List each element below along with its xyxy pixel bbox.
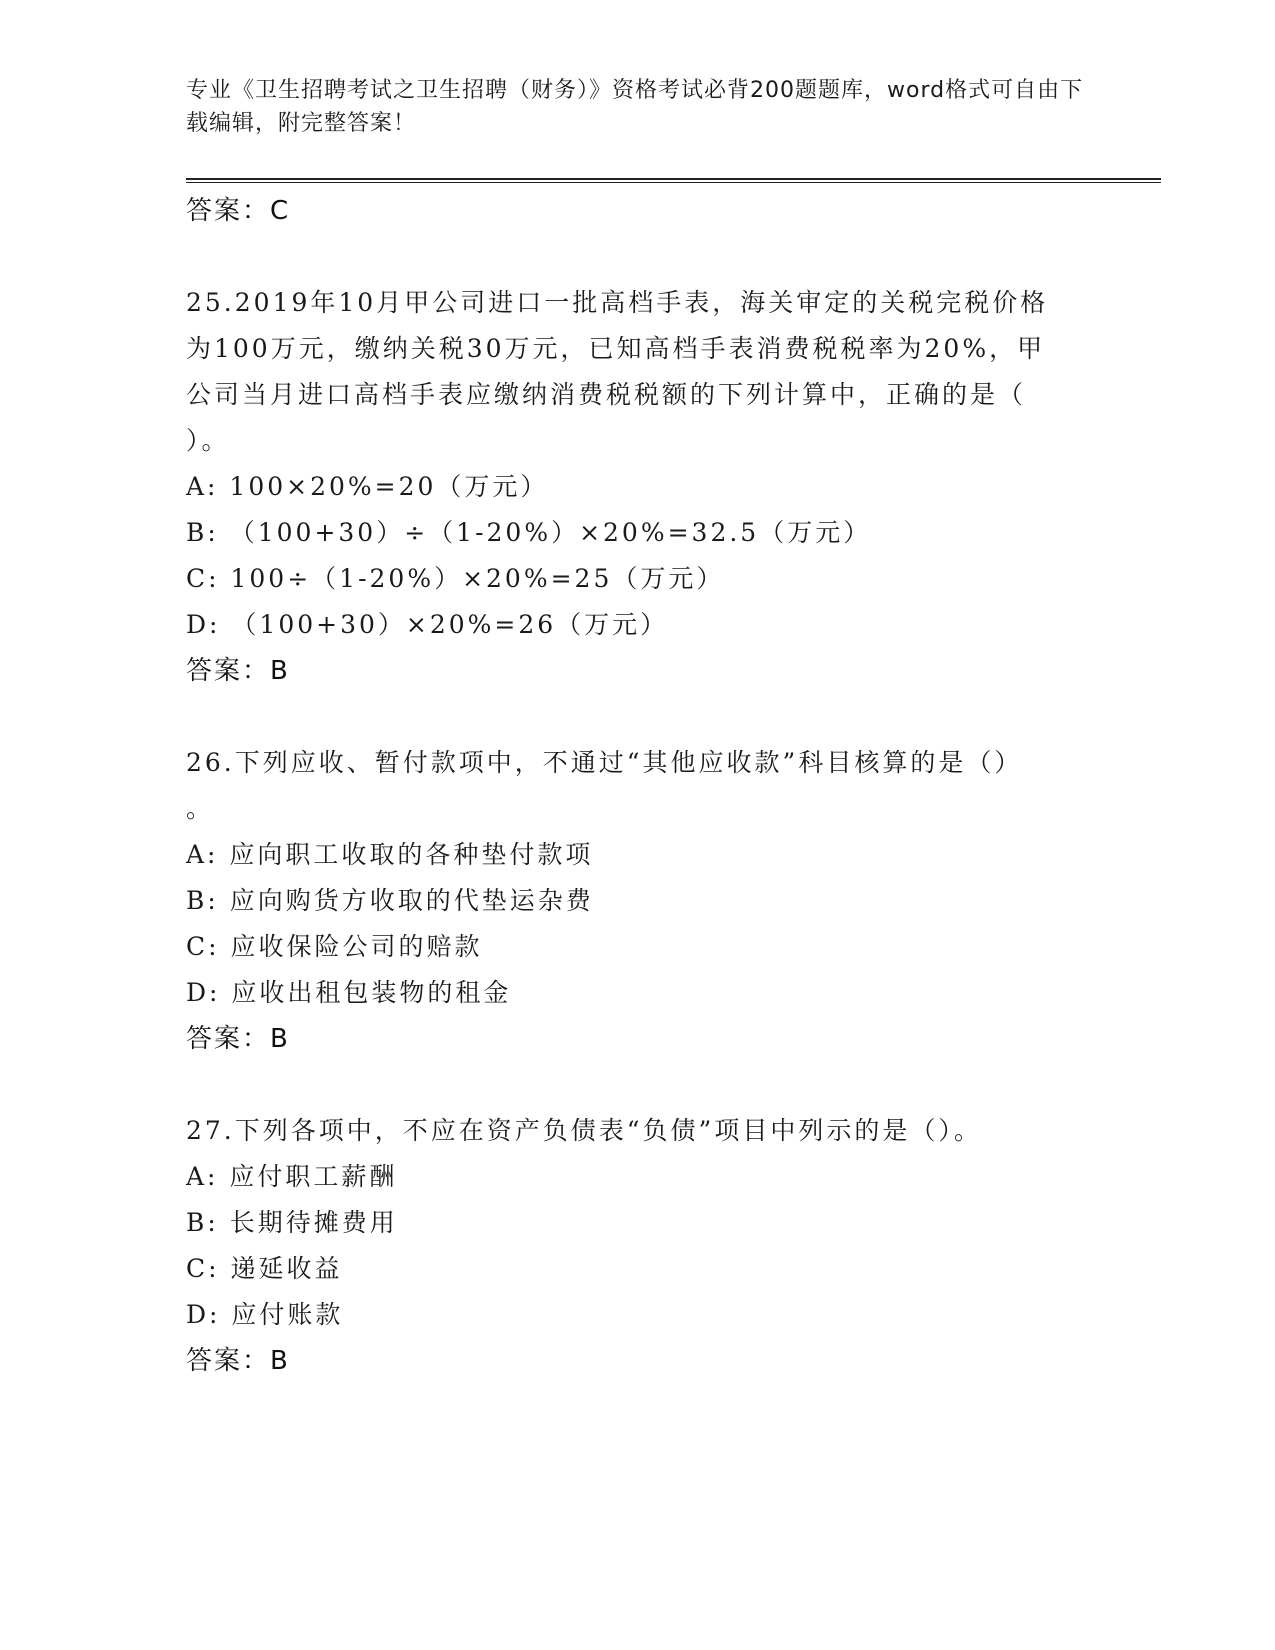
option-d: D: 应付账款 (186, 1300, 344, 1329)
spacer (186, 1062, 1086, 1108)
option-a: A: 100×20%=20（万元） (186, 472, 549, 501)
option-d: D: （100+30）×20%=26（万元） (186, 610, 669, 639)
previous-answer: 答案：C (186, 196, 291, 226)
question-stem-line: 。 (186, 794, 215, 823)
option-a: A: 应向职工收取的各种垫付款项 (186, 840, 594, 869)
option-c: C: 递延收益 (186, 1254, 343, 1283)
option-b: B: （100+30）÷（1-20%）×20%=32.5（万元） (186, 518, 872, 547)
header-text: 专业《卫生招聘考试之卫生招聘（财务）》资格考试必背200题题库，word格式可自由下载编辑，附完整答案！ (186, 78, 1084, 136)
question-stem-line: 26.下列应收、暂付款项中，不通过“其他应收款”科目核算的是（） (186, 748, 1023, 777)
question-27 (186, 1108, 1086, 1384)
answer: 答案：B (186, 656, 290, 686)
spacer (186, 234, 1086, 280)
question-stem-line: 公司当月进口高档手表应缴纳消费税税额的下列计算中，正确的是（ (186, 380, 1027, 409)
question-26 (186, 740, 1086, 1062)
question-stem-line: 27.下列各项中，不应在资产负债表“负债”项目中列示的是（）。 (186, 1116, 982, 1145)
question-content (186, 188, 1086, 1384)
question-25 (186, 280, 1086, 694)
question-stem-line: ）。 (186, 426, 230, 455)
header-divider (186, 178, 1161, 183)
document-header (186, 74, 1086, 140)
question-stem-line: 为100万元，缴纳关税30万元，已知高档手表消费税税率为20%，甲 (186, 334, 1046, 363)
question-stem-line: 25.2019年10月甲公司进口一批高档手表，海关审定的关税完税价格 (186, 288, 1049, 317)
option-b: B: 应向购货方收取的代垫运杂费 (186, 886, 594, 915)
answer: 答案：B (186, 1346, 290, 1376)
spacer (186, 694, 1086, 740)
option-a: A: 应付职工薪酬 (186, 1162, 398, 1191)
answer: 答案：B (186, 1024, 290, 1054)
option-c: C: 应收保险公司的赔款 (186, 932, 483, 961)
option-c: C: 100÷（1-20%）×20%=25（万元） (186, 564, 725, 593)
option-b: B: 长期待摊费用 (186, 1208, 398, 1237)
option-d: D: 应收出租包装物的租金 (186, 978, 512, 1007)
